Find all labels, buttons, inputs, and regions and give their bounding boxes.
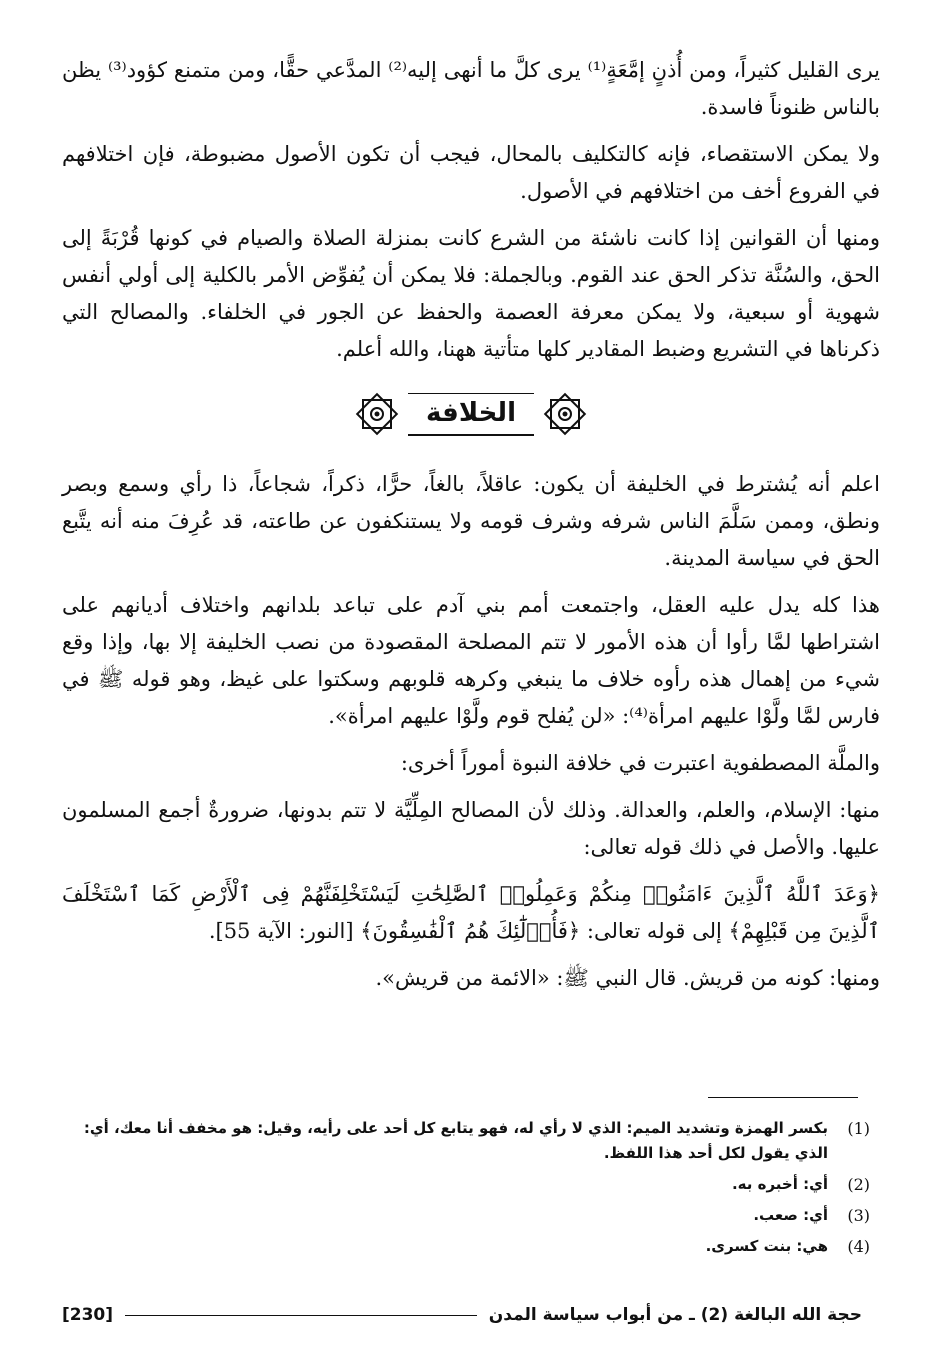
footnote-number: (4) bbox=[847, 1237, 870, 1256]
octagram-ornament-icon bbox=[542, 391, 588, 437]
paragraph-4: اعلم أنه يُشترط في الخليفة أن يكون: عاقلاً، بالغاً، حرًّا، ذكراً، شجاعاً، ذا رأي وسمع وبصر ونطق، وممن سَلَّمَ الناس شرفه وشرف قومه ولا يستنكفون عن طاعته، قد عُرِفَ منه أنه يتَّبع الحق في سياسة المدينة. bbox=[62, 472, 880, 570]
footnote-number: (1) bbox=[847, 1119, 870, 1138]
page-body bbox=[62, 52, 880, 1007]
paragraph-7: منها: الإسلام، والعلم، والعدالة. وذلك لأن المصالح المِلِّيَّة لا تتم بدونها، ضرورةٌ أجمع المسلمون عليها. والأصل في ذلك قوله تعالى: bbox=[62, 798, 880, 859]
paragraph-3: ومنها أن القوانين إذا كانت ناشئة من الشرع كانت بمنزلة الصلاة والصيام في كونها قُرْبَةً إلى الحق، والسُنَّة تذكر الحق عند القوم. وبالجملة: فلا يمكن أن يُفوِّض الأمر بالكلية إلى أولي أنفس شهوية أو سبعية، ولا يمكن معرفة العصمة والحفظ عن الجور في الخلفاء. والمصالح التي ذكرناها في التشريع وضبط المقادير كلها متأتية ههنا، والله أعلم. bbox=[62, 226, 880, 361]
footnote-text: بكسر الهمزة وتشديد الميم: الذي لا رأي له، فهو يتابع كل أحد على رأيه، وقيل: هو مخفف أنا معك، أي: الذي يقول لكل أحد هذا اللفظ. bbox=[83, 1119, 828, 1162]
footnote-item bbox=[72, 1234, 870, 1259]
footnote-text: هي: بنت كسرى. bbox=[705, 1237, 828, 1255]
footnote-number: (2) bbox=[847, 1175, 870, 1194]
page-footer bbox=[62, 1300, 862, 1330]
paragraph-1: يرى القليل كثيراً، ومن أُذنٍ إمَّعَةٍ⁽¹⁾ يرى كلَّ ما أنهى إليه⁽²⁾ المدَّعي حقًّا، ومن متمنع كؤود⁽³⁾ يظن بالناس ظنوناً فاسدة. bbox=[62, 58, 880, 119]
footnote-number: (3) bbox=[847, 1206, 870, 1225]
footer-rule bbox=[125, 1315, 477, 1316]
footnote-item bbox=[72, 1116, 870, 1166]
footnote-item bbox=[72, 1203, 870, 1228]
footnote-item bbox=[72, 1172, 870, 1197]
footnotes bbox=[72, 1116, 870, 1265]
paragraph-8: ومنها: كونه من قريش. قال النبي ﷺ: «الائمة من قريش». bbox=[375, 966, 880, 990]
footnote-text: أي: صعب. bbox=[753, 1206, 828, 1224]
paragraph-2: ولا يمكن الاستقصاء، فإنه كالتكليف بالمحال، فيجب أن تكون الأصول مضبوطة، فإن اختلافهم في الفروع أخف من اختلافهم في الأصول. bbox=[62, 142, 880, 203]
octagram-ornament-icon bbox=[354, 391, 400, 437]
quran-verse: ﴿وَعَدَ ٱللَّهُ ٱلَّذِينَ ءَامَنُوا۟ مِنكُمْ وَعَمِلُوا۟ ٱلصَّٰلِحَٰتِ لَيَسْتَخْلِفَنَّهُمْ فِى ٱلْأَرْضِ كَمَا ٱسْتَخْلَفَ ٱلَّذِينَ مِن قَبْلِهِمْ﴾ إلى قوله تعالى: ﴿فَأُو۟لَٰٓئِكَ هُمُ ٱلْفَٰسِقُونَ﴾ [النور: الآية 55]. bbox=[62, 882, 880, 943]
footer-book-title: حجة الله البالغة (2) ـ من أبواب سياسة المدن bbox=[488, 1305, 862, 1325]
paragraph-6: والملَّة المصطفوية اعتبرت في خلافة النبوة أموراً أخرى: bbox=[400, 751, 880, 775]
footnote-text: أي: أخبره به. bbox=[731, 1175, 828, 1193]
paragraph-5: هذا كله يدل عليه العقل، واجتمعت أمم بني آدم على تباعد بلدانهم واختلاف أديانهم على اشتراطها لمَّا رأوا أن هذه الأمور لا تتم المصلحة المقصودة من نصب الخليفة إلا بها، وإذا وقع شيء من إهمال هذه رأوه خلاف ما ينبغي وكرهه قلوبهم وسكتوا على غيظ، وهو قوله ﷺ في فارس لمَّا ولَّوْا عليهم امرأة⁽⁴⁾: «لن يُفلح قوم ولَّوْا عليهم امرأة». bbox=[62, 593, 880, 728]
heading-title: الخلافة bbox=[408, 393, 534, 436]
page-number: [230] bbox=[62, 1305, 114, 1325]
section-heading bbox=[62, 386, 880, 442]
footnote-separator bbox=[708, 1097, 858, 1098]
